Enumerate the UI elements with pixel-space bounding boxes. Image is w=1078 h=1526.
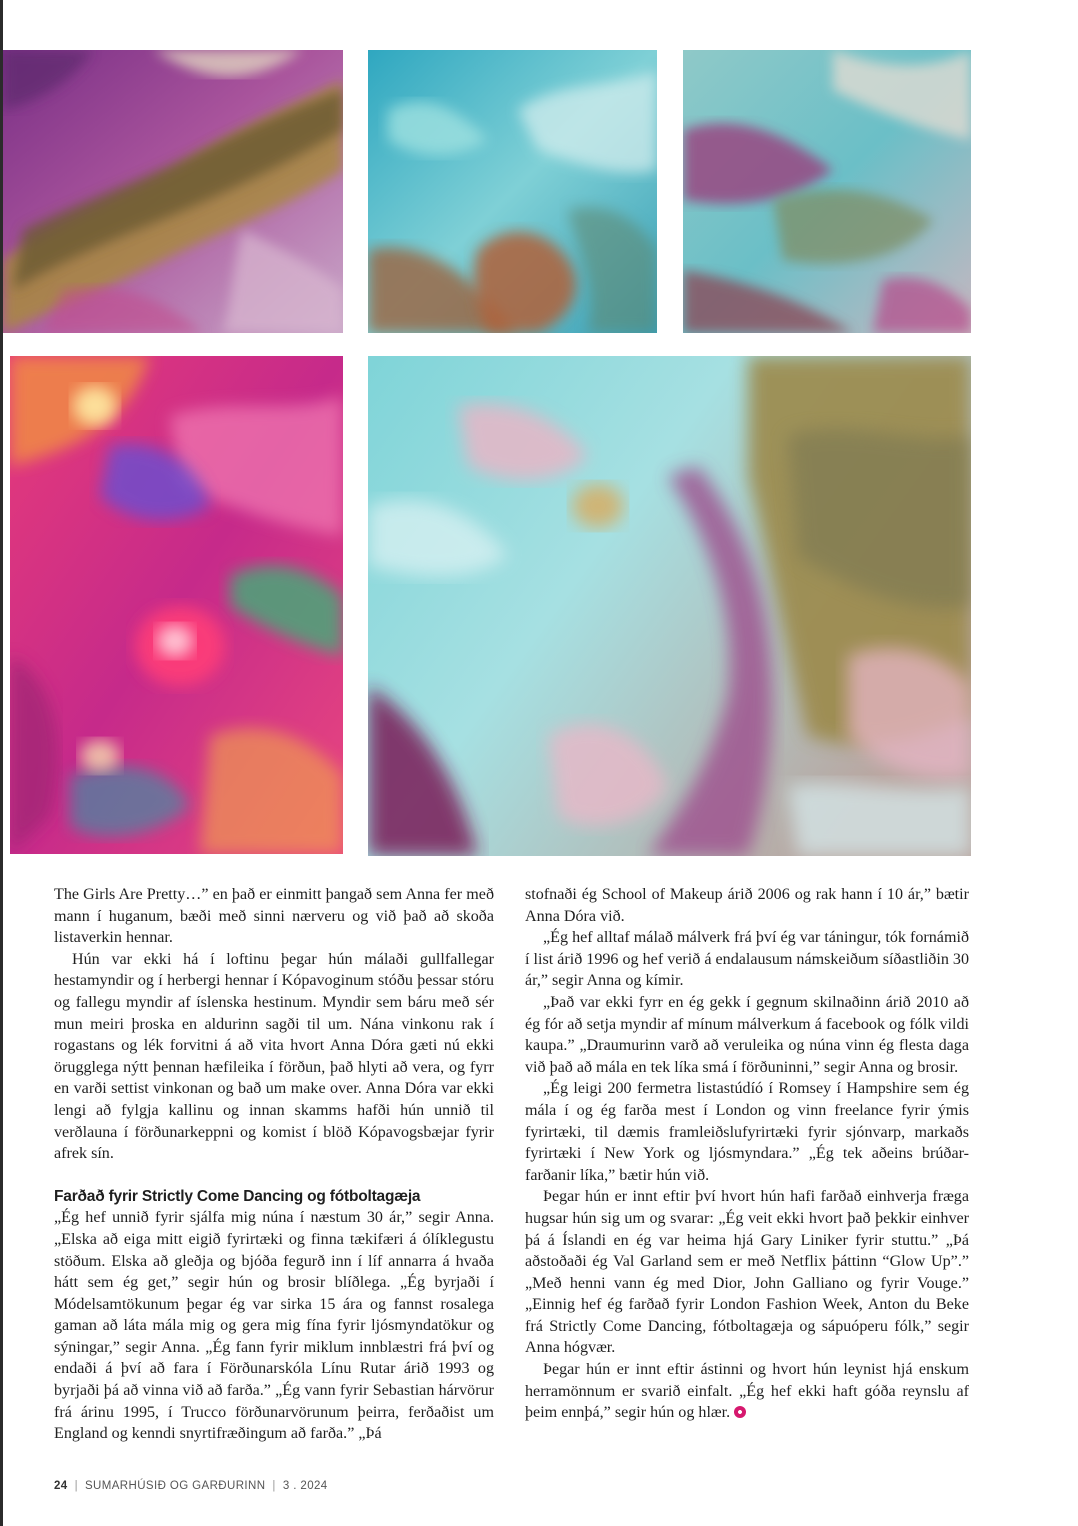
article-column-right xyxy=(525,884,969,1424)
paragraph-text: Þegar hún er innt eftir ástinni og hvort hún leynist hjá enskum herramönnum er svarið einfalt. „Ég hef ekki haft góða reynslu af þeim ennþá,” segir hún og hlær. xyxy=(525,1361,969,1422)
painting-aqua-gold-large xyxy=(368,356,971,856)
flower-end-mark-icon xyxy=(734,1406,746,1418)
footer-separator: | xyxy=(272,1480,276,1492)
painting-pink-floral xyxy=(10,356,343,854)
footer-separator: | xyxy=(74,1480,78,1492)
magazine-name: SUMARHÚSIÐ OG GARÐURINN xyxy=(84,1480,266,1492)
page-footer xyxy=(54,1480,328,1492)
issue-number: 3 . 2024 xyxy=(282,1480,328,1492)
paragraph: „Ég leigi 200 fermetra listastúdíó í Romsey í Hampshire sem ég mála í og ég farða mest í London og vinn freelance fyrir ýmis fyrirtæki, til dæmis framleiðslufyrirtæki fyrir sjónvarp, markaðs fyrirtæki í New York og ljósmyndara.” „Ég tek aðeins brúðar-farðanir líka,” bætir hún við. xyxy=(525,1080,969,1184)
paragraph: stofnaði ég School of Makeup árið 2006 og rak hann í 10 ár,” bætir Anna Dóra við. xyxy=(525,886,969,925)
painting-purple-gold xyxy=(3,50,343,333)
paragraph-final xyxy=(525,1359,969,1424)
paragraph: „Ég hef alltaf málað málverk frá því ég var táningur, tók fornámið í list árið 1996 og hef verið á endalausum námskeiðum síðastliðin 30 ár,” segir Anna og kímir. xyxy=(525,929,969,990)
paragraph: Hún var ekki há í loftinu þegar hún málaði gullfallegar hestamyndir og í herbergi hennar í Kópavoginum stóðu þessar stóru og fallegu myndir af íslenska hestinum. Myndir sem báru með sér mun meiri þroska en aldurinn sagði til um. Nána vinkonu rak í rogastans og lék forvitni á að vita hvort Anna Dóra gæti nú ekki örugglega nýtt þennan hæfileika í förðun, það hlyti að vera, og fyrr en varði settist vinkonan og bað um make over. Anna Dóra var ekki lengi að fylgja kallinu og innan skamms hafði hún unnið til verðlauna í förðunarkeppni og komist í blöð Kópavogsbæjar fyrir afrek sín. xyxy=(54,950,494,1163)
page-number: 24 xyxy=(54,1480,68,1492)
paragraph: Þegar hún er innt eftir því hvort hún hafi farðað einhverja fræga hugsar hún sig um og svarar: „Ég veit ekki hvort það þekkir einhver þá á Íslandi en ég var heima hjá Gary Liniker fyrir stuttu.” „Þá aðstoðaði ég Val Garland sem er með Netflix þáttinn “Glow Up”.” „Með henni vann ég med Dior, John Galliano og fyrir Vouge.” „Einnig hef ég farðað fyrir London Fashion Week, Anton du Beke frá Strictly Come Dancing, fótboltagæja og sápuóperu fólk,” segir Anna hógvær. xyxy=(525,1188,969,1357)
paragraph: „Það var ekki fyrr en ég gekk í gegnum skilnaðinn árið 2010 að ég fór að setja myndir af mínum málverkum á facebook og fólk vildi kaupa.” „Draumurinn varð að veruleika og núna vinn ég flesta daga við það að mála en tek líka smá í förðuninni,” segir Anna og brosir. xyxy=(525,993,969,1076)
painting-turquoise-copper xyxy=(368,50,657,333)
article-column-left xyxy=(54,884,494,1445)
painting-teal-magenta xyxy=(683,50,971,333)
paragraph: The Girls Are Pretty…” en það er einmitt þangað sem Anna fer með mann í huganum, bæði með sinni nærveru og við það að skoða listaverkin hennar. xyxy=(54,886,494,947)
paragraph: „Ég hef unnið fyrir sjálfa mig núna í næstum 30 ár,” segir Anna. „Elska að eiga mitt eigið fyrirtæki og finna tækifæri á ólíklegustu stöðum. Elska að gleðja og bjóða fegurð inn í líf annarra á hvaða hátt sem ég get,” segir hún og brosir blíðlega. „Ég byrjaði í Módelsamtökunum þegar ég var sirka 15 ára og fannst rosalega gaman að láta mála mig og gera mig fína fyrir ljósmyndatökur og sýningar,” segir Anna. „Ég fann fyrir miklum innblæstri frá því og endaði á því að fara í Förðunarskóla Línu Rutar árið 1993 og byrjaði þá að vinna við að farða.” „Ég vann fyrir Sebastian hárvörur frá árinu 1995, í Trucco förðunarvörunum þeirra, ferðaðist um England og kenndi snyrtifræðingum að farða.” „Þá xyxy=(54,1209,494,1443)
section-heading: Farðað fyrir Strictly Come Dancing og fótboltagæja xyxy=(54,1187,421,1205)
